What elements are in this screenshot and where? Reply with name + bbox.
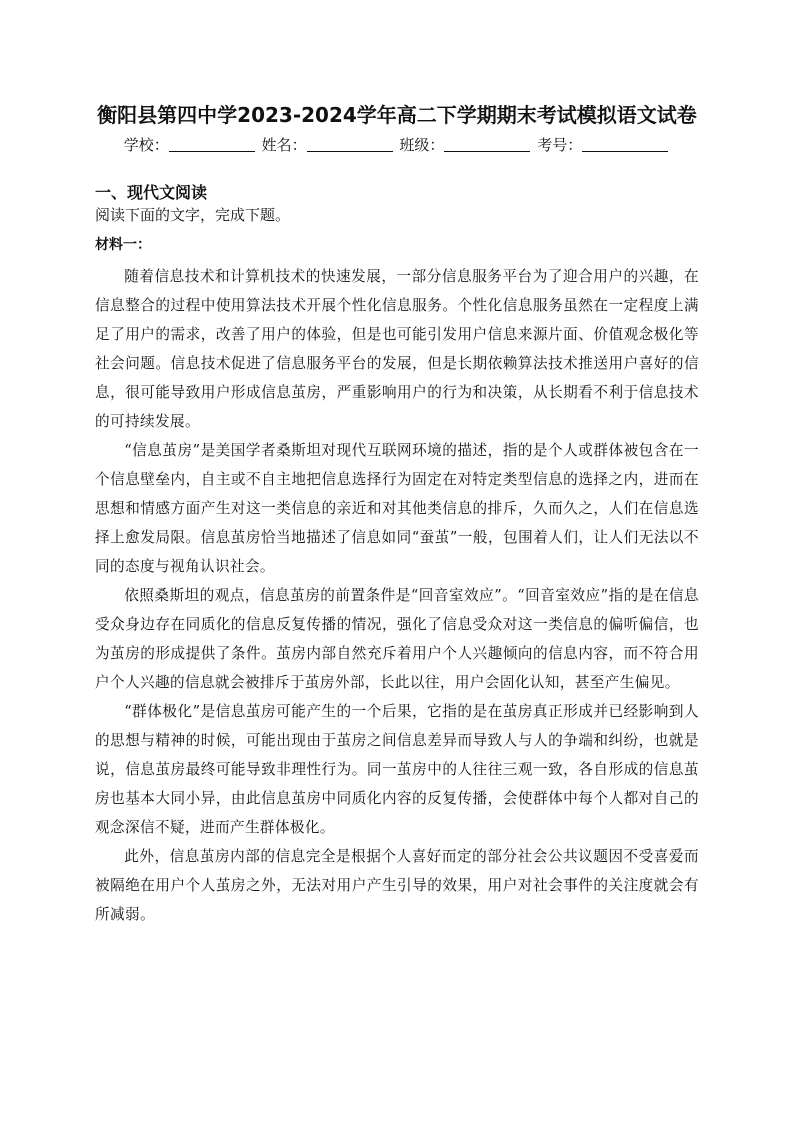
reading-instruction: 阅读下面的文字，完成下题。 xyxy=(95,206,291,224)
school-label: 学校： xyxy=(123,136,169,154)
paragraph-3: 依照桑斯坦的观点，信息茧房的前置条件是“回音室效应”。“回音室效应”指的是在信息受众身边存在同质化的信息反复传播的情况，强化了信息受众对这一类信息的偏听偏信，也为茧房的形成提供了条件。茧房内部自然充斥着用户个人兴趣倾向的信息内容，而不符合用户个人兴趣的信息就会被排斥于茧房外部，长此以往，用户会固化认知，甚至产生偏见。 xyxy=(95,587,699,691)
name-label: 姓名： xyxy=(261,136,307,154)
class-label: 班级： xyxy=(399,136,445,154)
paragraph-1: 随着信息技术和计算机技术的快速发展，一部分信息服务平台为了迎合用户的兴趣，在信息整合的过程中使用算法技术开展个性化信息服务。个性化信息服务虽然在一定程度上满足了用户的需求，改善了用户的体验，但是也可能引发用户信息来源片面、价值观念极化等社会问题。信息技术促进了信息服务平台的发展，但是长期依赖算法技术推送用户喜好的信息，很可能导致用户形成信息茧房，严重影响用户的行为和决策，从长期看不利于信息技术的可持续发展。 xyxy=(95,268,699,430)
student-info-line xyxy=(0,133,794,157)
passage-body xyxy=(95,262,699,929)
material-label: 材料一： xyxy=(95,237,151,253)
paragraph-5: 此外，信息茧房内部的信息完全是根据个人喜好而定的部分社会公共议题因不受喜爱而被隔绝在用户个人茧房之外，无法对用户产生引导的效果，用户对社会事件的关注度就会有所减弱。 xyxy=(95,848,699,923)
exam-title: 衡阳县第四中学2023-2024学年高二下学期期末考试模拟语文试卷 xyxy=(97,103,697,127)
paragraph-2: “信息茧房”是美国学者桑斯坦对现代互联网环境的描述，指的是个人或群体被包含在一个信息壁垒内，自主或不自主地把信息选择行为固定在对特定类型信息的选择之内，进而在思想和情感方面产生对这一类信息的亲近和对其他类信息的排斥，久而久之，人们在信息选择上愈发局限。信息茧房恰当地描述了信息如同“蚕茧”一般，包围着人们，让人们无法以不同的态度与视角认识社会。 xyxy=(95,442,699,575)
class-blank[interactable] xyxy=(444,135,530,152)
paragraph-4: “群体极化”是信息茧房可能产生的一个后果，它指的是在茧房真正形成并已经影响到人的思想与精神的时候，可能出现由于茧房之间信息差异而导致人与人的争端和纠纷，也就是说，信息茧房最终可能导致非理性行为。同一茧房中的人往往三观一致，各自形成的信息茧房也基本大同小异，由此信息茧房中同质化内容的反复传播，会使群体中每个人都对自己的观念深信不疑，进而产生群体极化。 xyxy=(95,703,699,836)
school-blank[interactable] xyxy=(169,135,255,152)
name-blank[interactable] xyxy=(307,135,393,152)
exam-number-blank[interactable] xyxy=(582,135,668,152)
section-heading: 一、现代文阅读 xyxy=(95,183,208,202)
exam-number-label: 考号： xyxy=(537,136,583,154)
